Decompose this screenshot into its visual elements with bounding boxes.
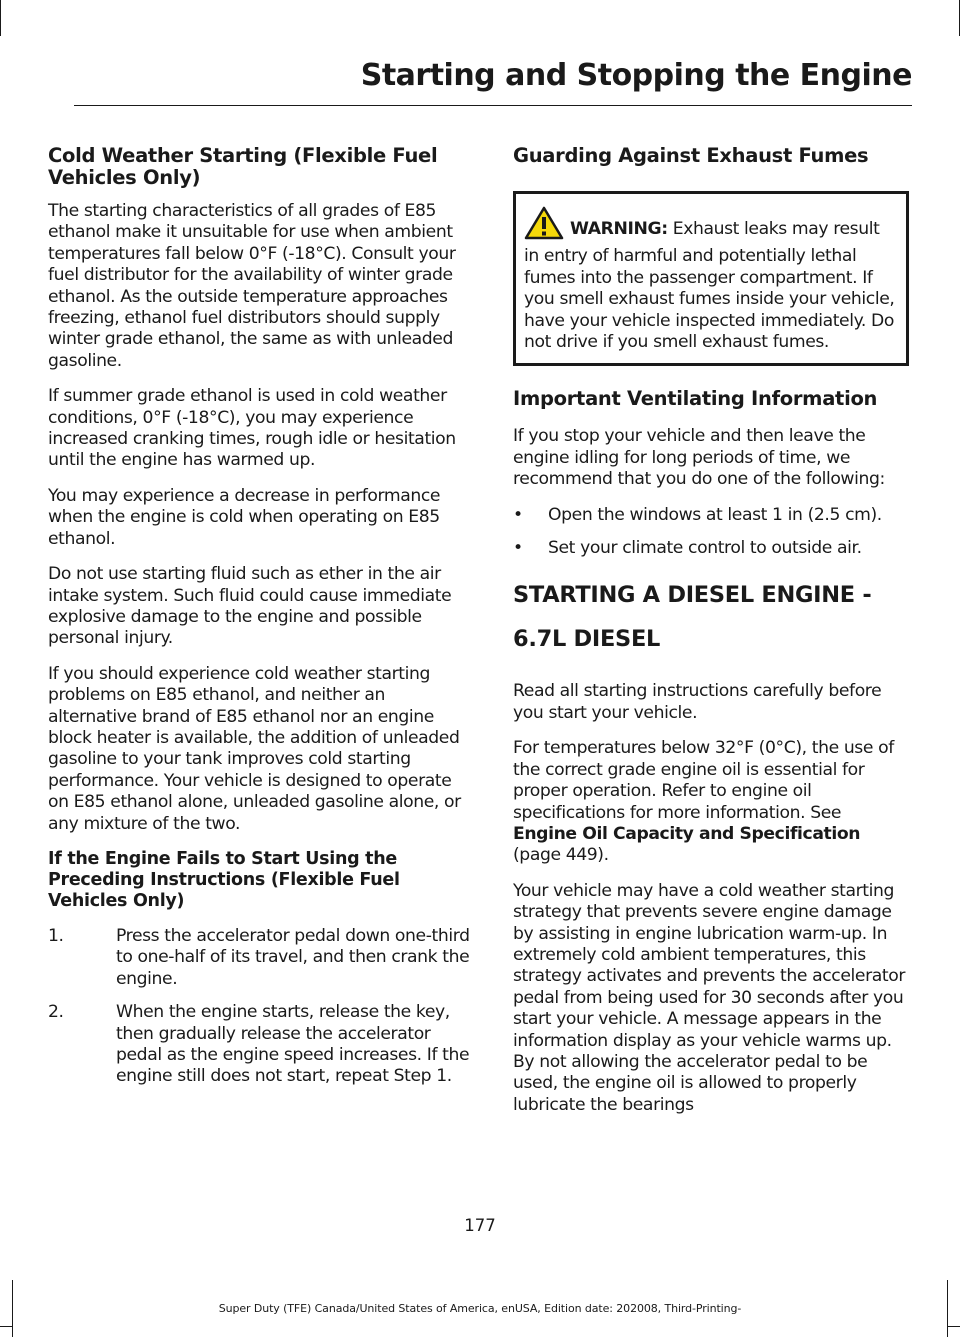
- bullet: •: [513, 538, 523, 559]
- step-number: 2.: [48, 1002, 64, 1023]
- heading-starting-diesel-engine: [513, 573, 909, 661]
- header-rule: [74, 105, 912, 106]
- crop-mark-top-left: [0, 0, 1, 36]
- bullet-list: [513, 505, 909, 560]
- warning-paragraph: [524, 206, 898, 353]
- warning-triangle-icon: [524, 206, 564, 246]
- step-text: When the engine starts, release the key, then gradually release the accelerator pedal as the engine speed increases. If the engine still does not start, repeat Step 1.: [116, 1002, 470, 1087]
- paragraph-text: (page 449).: [513, 845, 609, 866]
- warning-label: WARNING:: [570, 219, 668, 239]
- warning-box: [513, 191, 909, 366]
- paragraph: Do not use starting fluid such as ether in the air intake system. Such fluid could cause immediate explosive damage to the engine and possible personal injury.: [48, 564, 452, 649]
- step-number: 1.: [48, 925, 64, 946]
- bullet-text: Set your climate control to outside air.: [548, 538, 862, 559]
- paragraph: [513, 738, 909, 866]
- list-item: [513, 538, 909, 559]
- list-item: [48, 926, 476, 990]
- paragraph: Your vehicle may have a cold weather starting strategy that prevents severe engine damage by assisting in engine lubrication warm-up. In extremely cold ambient temperatures, this strategy activates and prevents the accelerator pedal from being used for 30 seconds after you start your vehicle. A message appears in the information display as your vehicle warms up. By not allowing the accelerator pedal to be used, the engine oil is allowed to properly lubricate the bearings: [513, 880, 905, 1115]
- paragraph-text: For temperatures below 32°F (0°C), the use of the correct grade engine oil is essential for proper operation. Refer to engine oil specifications for more information. See: [513, 738, 894, 823]
- paragraph: You may experience a decrease in performance when the engine is cold when operating on E85 ethanol.: [48, 485, 441, 549]
- right-column: [513, 145, 909, 1130]
- paragraph: If you should experience cold weather starting problems on E85 ethanol, and neither an alternative brand of E85 ethanol nor an engine block heater is available, the addition of unleaded gasoline to your tank improves cold starting performance. Your vehicle is designed to operate on E85 ethanol alone, unleaded gasoline alone, or any mixture of the two.: [48, 663, 461, 834]
- heading-cold-weather-starting: Cold Weather Starting (Flexible Fuel Vehicles Only): [48, 144, 438, 189]
- heading-guarding-exhaust-fumes: Guarding Against Exhaust Fumes: [513, 144, 869, 167]
- paragraph: If you stop your vehicle and then leave the engine idling for long periods of time, we recommend that you do one of the following:: [513, 426, 885, 490]
- paragraph: If summer grade ethanol is used in cold weather conditions, 0°F (-18°C), you may experience increased cranking times, rough idle or hesitation until the engine has warmed up.: [48, 386, 456, 471]
- list-item: [513, 505, 909, 526]
- steps-list: [48, 926, 476, 1088]
- heading-engine-fails-to-start: If the Engine Fails to Start Using the Preceding Instructions (Flexible Fuel Vehicles Only): [48, 848, 400, 911]
- bullet-text: Open the windows at least 1 in (2.5 cm).: [548, 504, 882, 525]
- footer-edition-info: Super Duty (TFE) Canada/United States of America, enUSA, Edition date: 202008, Third-Printing-: [218, 1302, 742, 1315]
- paragraph: The starting characteristics of all grades of E85 ethanol make it unsuitable for use when ambient temperatures fall below 0°F (-18°C). Consult your fuel distributor for the availability of winter grade ethanol. As the outside temperature approaches freezing, ethanol fuel distributors should supply winter grade ethanol, the same as with unleaded gasoline.: [48, 201, 456, 371]
- warning-text: Exhaust leaks may result in entry of harmful and potentially lethal fumes into the passenger compartment. If you smell exhaust fumes inside your vehicle, have your vehicle inspected immediately. Do not drive if you smell exhaust fumes.: [524, 219, 895, 353]
- page-header-title: Starting and Stopping the Engine: [360, 58, 912, 93]
- page-number: 177: [464, 1216, 496, 1235]
- cross-reference-link[interactable]: Engine Oil Capacity and Specification: [513, 823, 861, 844]
- crop-mark-bottom-left-h: [0, 1326, 12, 1327]
- heading-line-1: STARTING A DIESEL ENGINE -: [513, 582, 872, 609]
- heading-ventilating-information: Important Ventilating Information: [513, 387, 878, 411]
- list-item: [48, 1002, 476, 1088]
- heading-line-2: 6.7L DIESEL: [513, 626, 661, 653]
- step-text: Press the accelerator pedal down one-third to one-half of its travel, and then crank the engine.: [116, 925, 470, 989]
- paragraph: Read all starting instructions carefully before you start your vehicle.: [513, 681, 882, 723]
- left-column: [48, 145, 476, 1102]
- crop-mark-bottom-right-h: [948, 1326, 960, 1327]
- bullet: •: [513, 504, 523, 525]
